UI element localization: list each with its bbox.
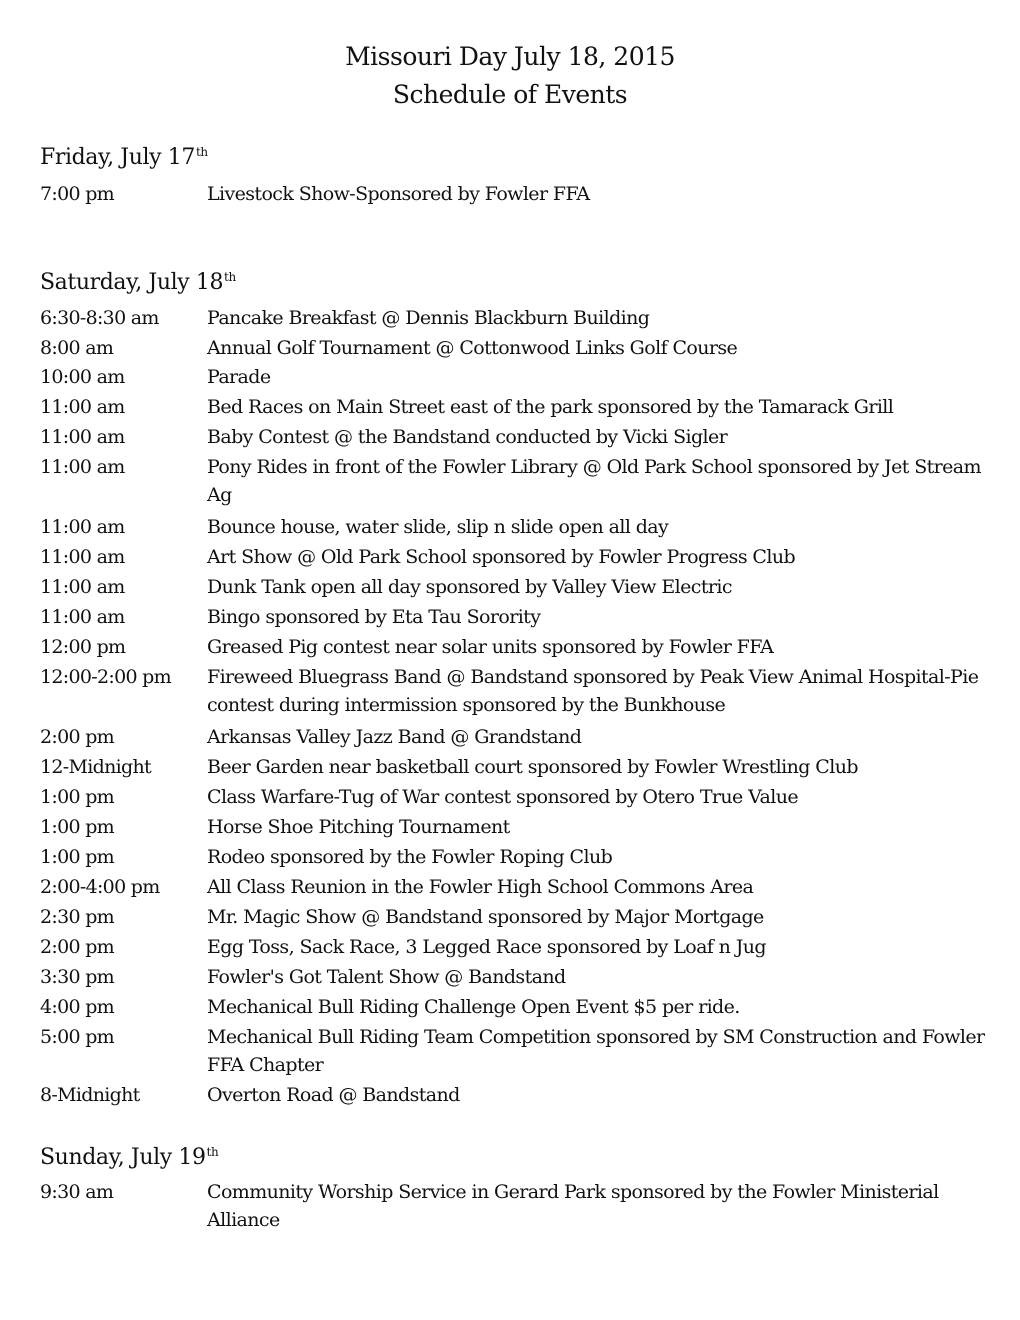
- event-time: 5:00 pm: [40, 1026, 114, 1048]
- event-time: 8:00 am: [40, 337, 114, 359]
- day-heading-friday: [40, 145, 208, 170]
- event-time: 12-Midnight: [40, 756, 151, 778]
- event-time: 11:00 am: [40, 516, 125, 538]
- day-heading-label: Friday, July 17: [40, 145, 195, 170]
- event-description: Art Show @ Old Park School sponsored by Fowler Progress Club: [207, 546, 796, 568]
- event-description: All Class Reunion in the Fowler High School Commons Area: [207, 876, 754, 898]
- event-time: 2:00-4:00 pm: [40, 876, 160, 898]
- event-time: 2:00 pm: [40, 726, 114, 748]
- event-description: Mechanical Bull Riding Team Competition sponsored by SM Construction and Fowler FFA Chapter: [207, 1026, 985, 1076]
- event-time: 7:00 pm: [40, 183, 114, 205]
- event-time: 11:00 am: [40, 606, 125, 628]
- page-subtitle: Schedule of Events: [392, 80, 628, 109]
- title-block: [0, 38, 1020, 114]
- event-description: Overton Road @ Bandstand: [207, 1084, 460, 1106]
- page-title: Missouri Day July 18, 2015: [345, 42, 675, 71]
- event-description: Pancake Breakfast @ Dennis Blackburn Building: [207, 307, 650, 329]
- event-time: 11:00 am: [40, 576, 125, 598]
- event-description: Fireweed Bluegrass Band @ Bandstand sponsored by Peak View Animal Hospital-Pie contest during intermission sponsored by the Bunkhouse: [207, 666, 979, 716]
- event-time: 1:00 pm: [40, 786, 114, 808]
- day-heading-suffix: th: [224, 269, 236, 284]
- event-description: Bed Races on Main Street east of the park sponsored by the Tamarack Grill: [207, 396, 894, 418]
- day-heading-label: Sunday, July 19: [40, 1145, 206, 1170]
- event-time: 9:30 am: [40, 1181, 114, 1203]
- event-time: 6:30-8:30 am: [40, 307, 159, 329]
- day-heading-suffix: th: [206, 1144, 219, 1159]
- day-heading-label: Saturday, July 18: [40, 270, 224, 295]
- event-description: Horse Shoe Pitching Tournament: [207, 816, 510, 838]
- day-heading-sunday: [40, 1145, 218, 1170]
- event-time: 4:00 pm: [40, 996, 114, 1018]
- event-description: Dunk Tank open all day sponsored by Valley View Electric: [207, 576, 732, 598]
- event-time: 12:00 pm: [40, 636, 126, 658]
- event-time: 11:00 am: [40, 426, 125, 448]
- event-time: 1:00 pm: [40, 846, 114, 868]
- event-description: Arkansas Valley Jazz Band @ Grandstand: [207, 726, 582, 748]
- event-time: 12:00-2:00 pm: [40, 666, 171, 688]
- event-description: Annual Golf Tournament @ Cottonwood Links Golf Course: [207, 337, 738, 359]
- event-description: Egg Toss, Sack Race, 3 Legged Race sponsored by Loaf n Jug: [207, 936, 766, 958]
- event-time: 1:00 pm: [40, 816, 114, 838]
- event-description: Community Worship Service in Gerard Park sponsored by the Fowler Ministerial Alliance: [207, 1181, 939, 1231]
- event-description: Bingo sponsored by Eta Tau Sorority: [207, 606, 541, 628]
- event-description: Class Warfare-Tug of War contest sponsored by Otero True Value: [207, 786, 798, 808]
- event-description: Fowler's Got Talent Show @ Bandstand: [207, 966, 566, 988]
- event-time: 2:30 pm: [40, 906, 114, 928]
- event-time: 3:30 pm: [40, 966, 114, 988]
- event-description: Parade: [207, 366, 271, 388]
- event-description: Bounce house, water slide, slip n slide open all day: [207, 516, 669, 538]
- event-time: 11:00 am: [40, 546, 125, 568]
- day-heading-saturday: [40, 270, 236, 295]
- event-description: Mechanical Bull Riding Challenge Open Event $5 per ride.: [207, 996, 740, 1018]
- day-heading-suffix: th: [195, 144, 208, 159]
- event-description: Beer Garden near basketball court sponsored by Fowler Wrestling Club: [207, 756, 858, 778]
- event-description: Baby Contest @ the Bandstand conducted by Vicki Sigler: [207, 426, 728, 448]
- event-description: Pony Rides in front of the Fowler Library @ Old Park School sponsored by Jet Stream Ag: [207, 456, 981, 506]
- event-description: Mr. Magic Show @ Bandstand sponsored by Major Mortgage: [207, 906, 764, 928]
- event-time: 10:00 am: [40, 366, 125, 388]
- event-description: Rodeo sponsored by the Fowler Roping Club: [207, 846, 613, 868]
- event-description: Livestock Show-Sponsored by Fowler FFA: [207, 183, 590, 205]
- event-time: 2:00 pm: [40, 936, 114, 958]
- event-time: 8-Midnight: [40, 1084, 140, 1106]
- event-time: 11:00 am: [40, 396, 125, 418]
- event-time: 11:00 am: [40, 456, 125, 478]
- event-description: Greased Pig contest near solar units sponsored by Fowler FFA: [207, 636, 774, 658]
